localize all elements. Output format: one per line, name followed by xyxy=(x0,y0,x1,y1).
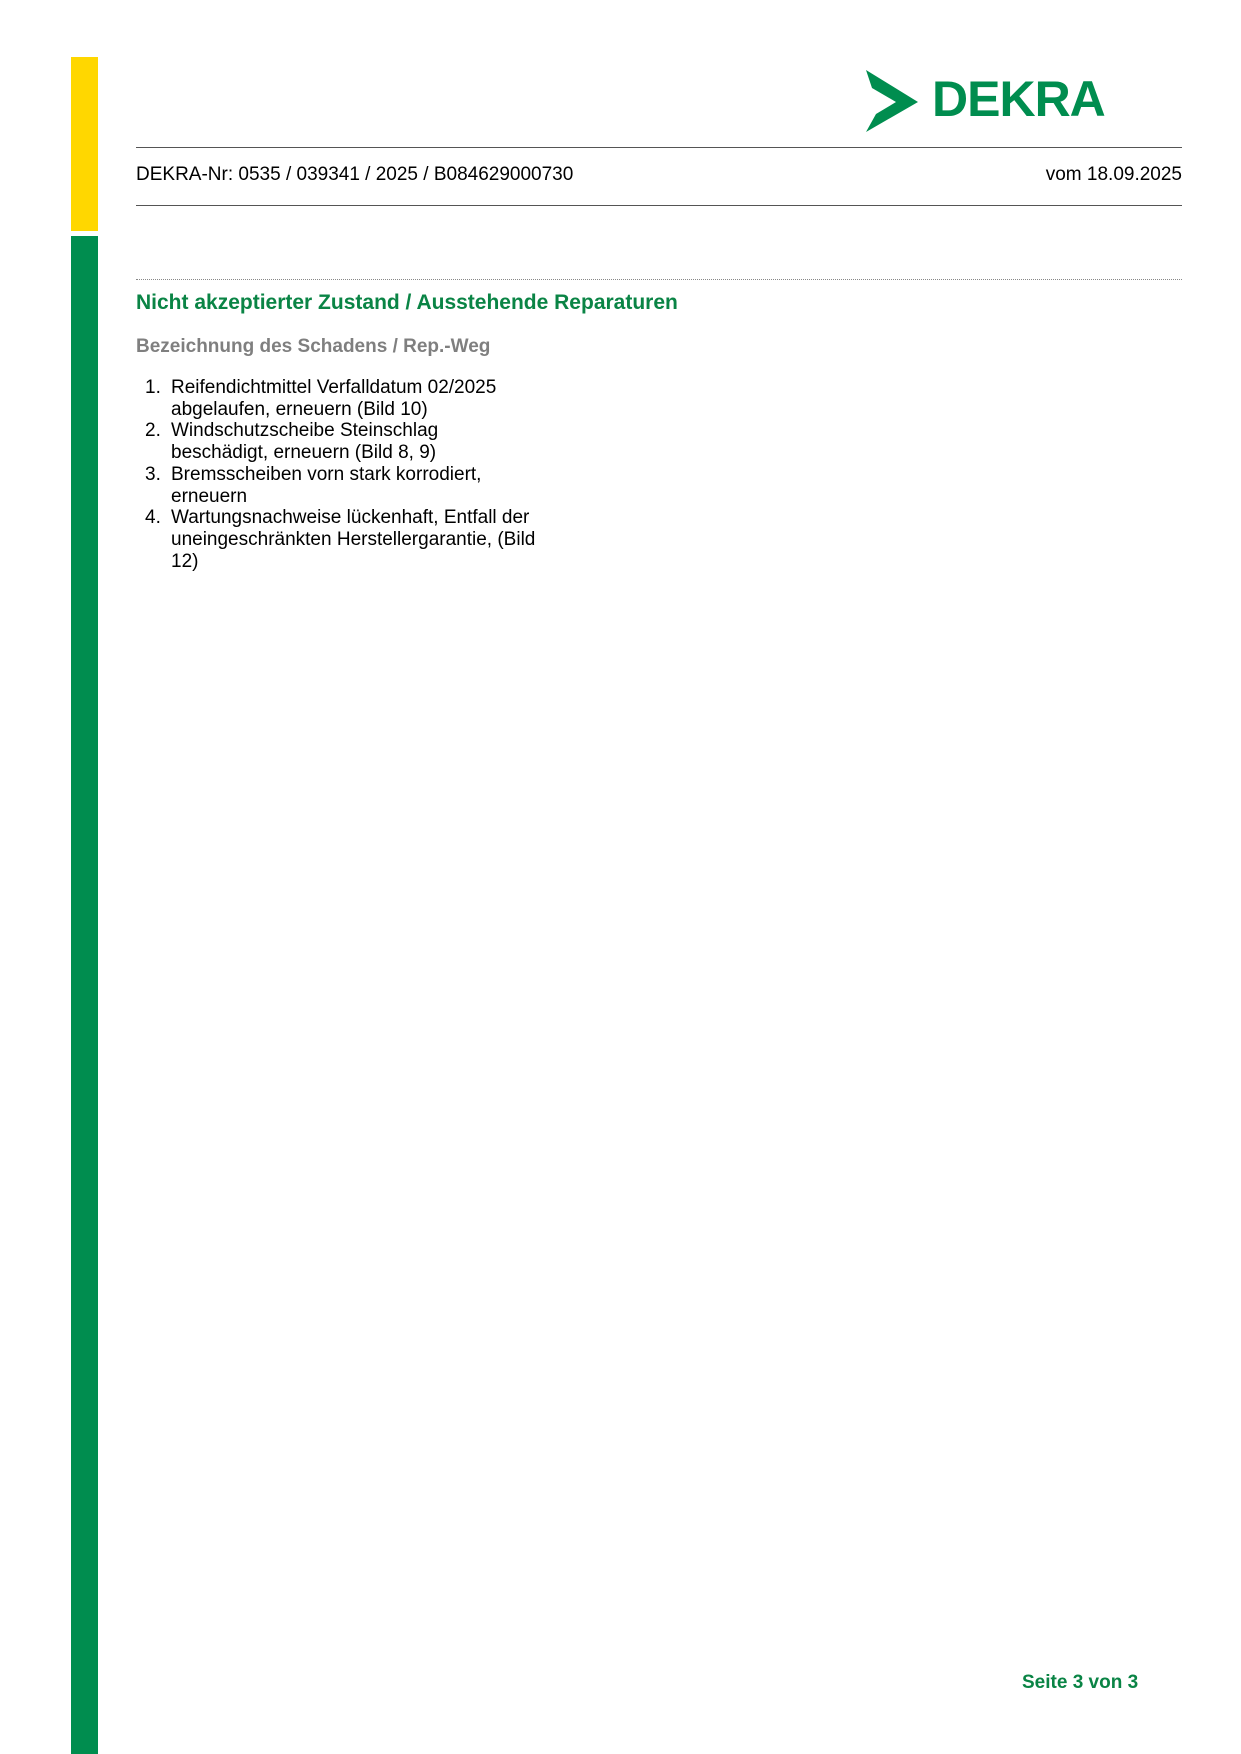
list-item-line: uneingeschränkten Herstellergarantie, (Bild xyxy=(171,528,536,550)
dekra-logo xyxy=(862,68,1105,134)
header-rule-bottom xyxy=(136,205,1182,206)
list-item-line: Wartungsnachweise lückenhaft, Entfall der xyxy=(171,507,530,529)
list-item-line: Windschutzscheibe Steinschlag xyxy=(171,420,439,442)
header-rule-top xyxy=(136,147,1182,148)
list-item xyxy=(136,420,596,463)
list-item-line: Reifendichtmittel Verfalldatum 02/2025 xyxy=(171,377,497,398)
list-item-line: abgelaufen, erneuern (Bild 10) xyxy=(171,398,428,420)
side-bar-yellow xyxy=(71,57,98,231)
list-item-number: 1. xyxy=(145,377,161,398)
list-item-number: 4. xyxy=(145,507,161,529)
list-item xyxy=(136,464,596,507)
list-item xyxy=(136,377,596,420)
dekra-number: DEKRA-Nr: 0535 / 039341 / 2025 / B084629000730 xyxy=(136,164,574,185)
list-item-number: 2. xyxy=(145,420,161,442)
list-item-line: erneuern xyxy=(171,485,248,507)
dekra-logo-mark-icon xyxy=(862,68,924,134)
list-item xyxy=(136,507,596,572)
report-date: vom 18.09.2025 xyxy=(1045,164,1182,185)
page-number: Seite 3 von 3 xyxy=(1022,1672,1139,1693)
list-item-number: 3. xyxy=(145,463,161,485)
list-item-line: Bremsscheiben vorn stark korrodiert, xyxy=(171,463,482,485)
section-title: Nicht akzeptierter Zustand / Ausstehende Reparaturen xyxy=(136,291,678,314)
section-divider xyxy=(136,279,1182,280)
side-bar-green xyxy=(71,236,98,1754)
list-item-line: 12) xyxy=(171,550,199,572)
damage-list xyxy=(136,377,596,572)
list-item-line: beschädigt, erneuern (Bild 8, 9) xyxy=(171,442,437,464)
reference-line xyxy=(136,164,1182,186)
logo-wordmark: DEKRA xyxy=(932,71,1105,127)
section-subtitle: Bezeichnung des Schadens / Rep.-Weg xyxy=(136,336,491,357)
